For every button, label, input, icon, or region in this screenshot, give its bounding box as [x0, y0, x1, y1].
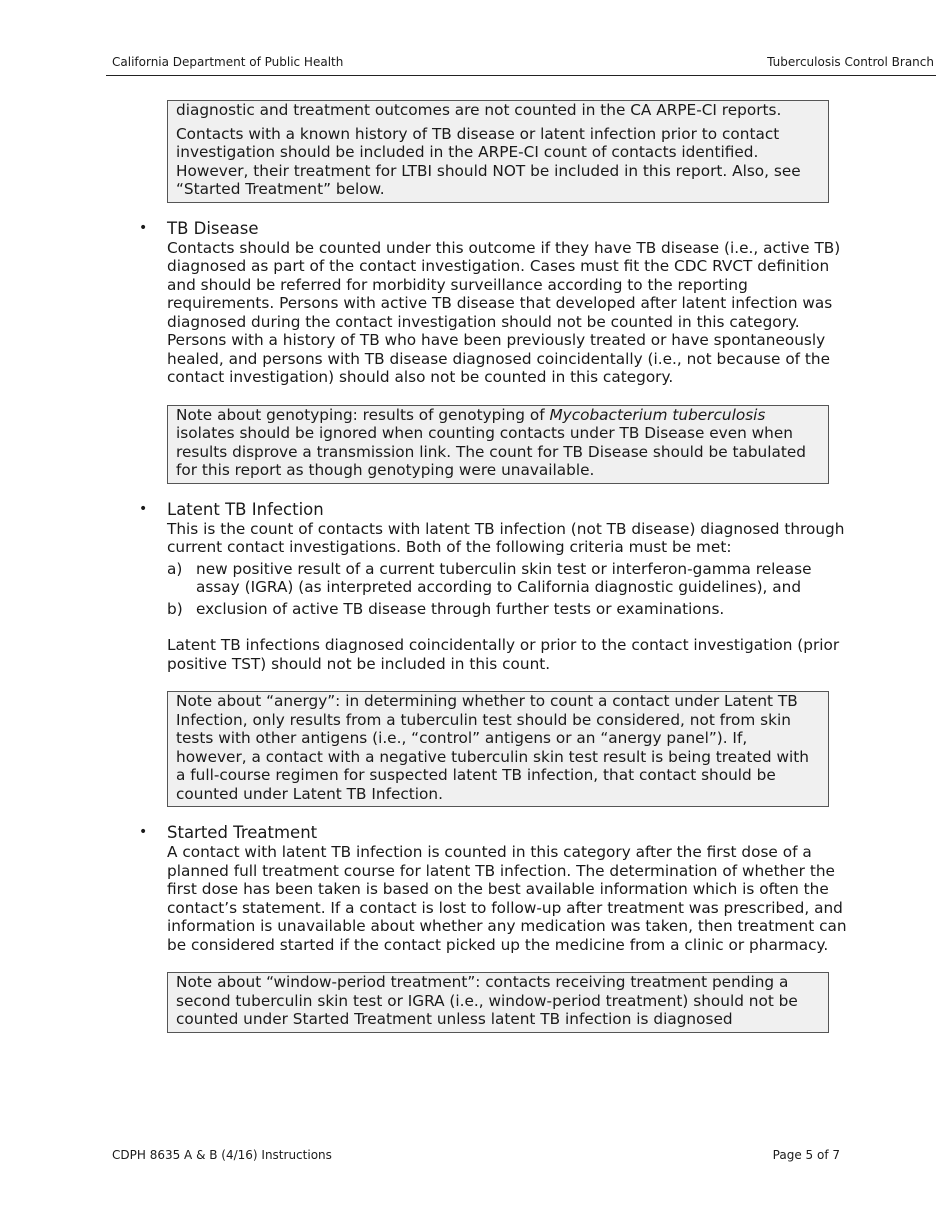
criteria-label: a) — [167, 559, 183, 578]
section-latent-tb — [139, 500, 859, 520]
note-box-arpe-line1: diagnostic and treatment outcomes are not counted in the CA ARPE-CI reports. — [176, 101, 782, 119]
header-organization: California Department of Public Health — [112, 55, 344, 69]
section-title-started-treatment: Started Treatment — [167, 823, 318, 842]
criteria-item-b — [167, 600, 859, 619]
latent-body: This is the count of contacts with latent TB infection (not TB disease) diagnosed through current contact investigations. Both of the following criteria must be met: — [167, 519, 845, 556]
note-anergy-text: Note about “anergy”: in determining whether to count a contact under Latent TB Infection, only results from a tuberculin test should be considered, not from skin tests with other antigens (i.e., “control” antigens or an “anergy panel”). If, however, a contact with a negative tuberculin skin test result is being treated with a full-course regimen for suspected latent TB infection, that contact should be counted under Latent TB Infection. — [176, 692, 809, 803]
section-title-latent-tb: Latent TB Infection — [167, 499, 324, 519]
note-box-window-period — [167, 972, 829, 1033]
section-tb-disease — [139, 219, 859, 239]
note-genotyping-text — [176, 406, 820, 480]
bullet-icon: • — [139, 500, 148, 517]
header-branch: Tuberculosis Control Branch — [767, 55, 934, 69]
note-box-genotyping — [167, 405, 829, 484]
started-body: A contact with latent TB infection is counted in this category after the first dose of a planned full treatment course for latent TB infection. The determination of whether the first dose has been taken is based on the best available information which is often the contact’s statement. If a contact is lost to follow-up after treatment was prescribed, and information is unavailable about whether any medication was taken, then treatment can be considered started if the contact picked up the medicine from a clinic or pharmacy. — [167, 843, 847, 954]
tb-disease-body: Contacts should be counted under this outcome if they have TB disease (i.e., active TB) diagnosed as part of the contact investigation. Cases must fit the CDC RVCT definition and should be referred for morbidity surveillance according to the reporting requirements. Persons with active TB disease that developed after latent infection was diagnosed during the contact investigation should not be counted in this category. Persons with a history of TB who have been previously treated or have spontaneously healed, and persons with TB disease diagnosed coincidentally (i.e., not because of the contact investigation) should also not be counted in this category. — [167, 238, 841, 386]
note-genotyping-organism: Mycobacterium tuberculosis — [549, 405, 766, 424]
page-number: Page 5 of 7 — [772, 1148, 840, 1162]
document-body — [139, 100, 859, 1033]
note-window-period-text: Note about “window-period treatment”: contacts receiving treatment pending a second tuberculin skin test or IGRA (i.e., window-period treatment) should not be counted under Started Treatment unless latent TB infection is diagnosed — [176, 973, 798, 1028]
section-started-treatment — [139, 823, 859, 843]
criteria-label: b) — [167, 599, 183, 618]
note-box-arpe-para2: Contacts with a known history of TB disease or latent infection prior to contact investigation should be included in the ARPE-CI count of contacts identified. However, their treatment for LTBI should NOT be included in this report. Also, see “Started Treatment” below. — [176, 124, 801, 198]
section-title-tb-disease: TB Disease — [167, 218, 259, 238]
note-box-arpe — [167, 100, 829, 203]
criteria-text: exclusion of active TB disease through further tests or examinations. — [196, 599, 725, 618]
note-genotyping-suffix: isolates should be ignored when counting contacts under TB Disease even when results disprove a transmission link. The count for TB Disease should be tabulated for this report as though genotyping were unavailable. — [176, 424, 806, 479]
note-genotyping-prefix: Note about genotyping: results of genotyping of — [176, 405, 550, 424]
criteria-text: new positive result of a current tuberculin skin test or interferon-gamma release assay (IGRA) (as interpreted according to California diagnostic guidelines), and — [196, 559, 812, 596]
bullet-icon: • — [139, 219, 148, 236]
latent-after-text: Latent TB infections diagnosed coincidentally or prior to the contact investigation (prior positive TST) should not be included in this count. — [167, 636, 840, 673]
bullet-icon: • — [139, 824, 148, 840]
page-header — [106, 55, 936, 76]
footer-form-id: CDPH 8635 A & B (4/16) Instructions — [112, 1148, 332, 1162]
criteria-item-a — [167, 560, 859, 597]
note-box-anergy — [167, 691, 829, 807]
